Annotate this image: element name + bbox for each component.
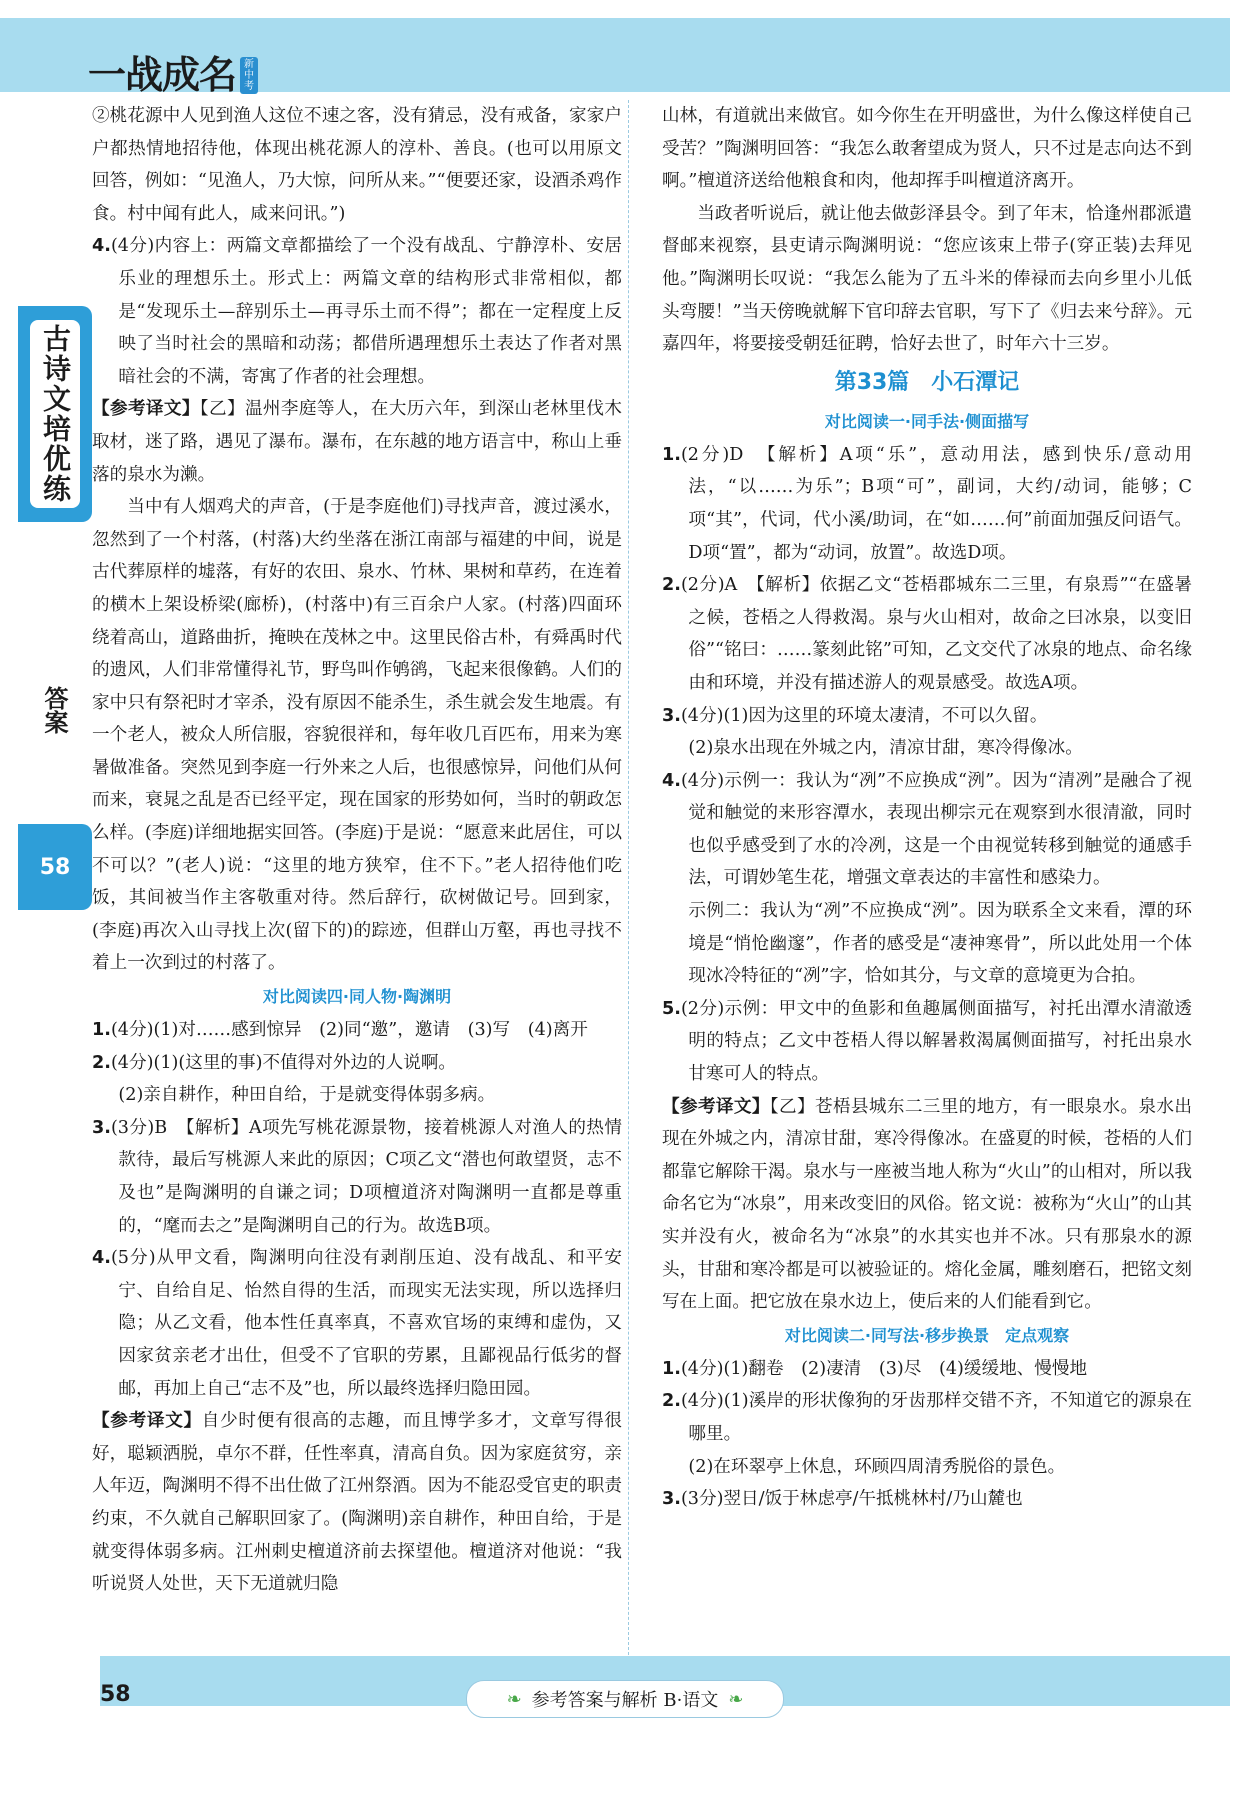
item-text: (4分)(1)翻卷 (2)凄清 (3)尽 (4)缓缓地、慢慢地 bbox=[680, 1358, 1088, 1379]
item-text: (4分)(1)对……感到惊异 (2)同“邀”，邀请 (3)写 (4)离开 bbox=[110, 1020, 588, 1041]
item-text: (3分)B 【解析】A项先写桃花源景物，接着桃源人对渔人的热情款待，最后写桃源人来此的原因；C项乙文“潜也何敢望贤，志不及也”是陶渊明的自谦之词；D项檀道济对陶渊明一直都是尊重的，“麾而去之”是陶渊明自己的行为。故选B项。 bbox=[110, 1117, 622, 1236]
logo-badge: 新中考 bbox=[240, 57, 258, 94]
item-number: 1. bbox=[662, 1358, 681, 1379]
paragraph: ②桃花源中人见到渔人这位不速之客，没有猜忌，没有戒备，家家户户都热情地招待他，体现出桃花源人的淳朴、善良。(也可以用原文回答，例如：“见渔人，乃大惊，问所从来。”“便要还家，设酒杀鸡作食。村中闻有此人，咸来问讯。”) bbox=[92, 106, 622, 224]
section-heading: 对比阅读二·同写法·移步换景 定点观察 bbox=[784, 1325, 1070, 1345]
section-heading: 对比阅读一·同手法·侧面描写 bbox=[824, 411, 1030, 431]
item-number: 2. bbox=[92, 1052, 111, 1073]
answer-item bbox=[92, 1047, 622, 1080]
item-text: (4分)示例一：我认为“冽”不应换成“洌”。因为“清冽”是融合了视觉和触觉的来形容潭水，表现出柳宗元在观察到水很清澈，同时也似乎感受到了水的冷冽，这是一个由视觉转移到触觉的通感手法，可谓妙笔生花，增强文章表达的丰富性和感染力。 bbox=[680, 770, 1192, 889]
section-side-label: 古诗文培优练 bbox=[30, 320, 80, 508]
item-text: (2分)A 【解析】依据乙文“苍梧郡城东二三里，有泉焉”“在盛暑之候，苍梧之人得救渴。泉与火山相对，故命之曰冰泉，以变旧俗”“铭曰：……篆刻此铭”可知，乙文交代了冰泉的地点、命名缘由和环境，并没有描述游人的观景感受。故选A项。 bbox=[680, 575, 1192, 693]
section-side-tab bbox=[18, 306, 92, 522]
item-number: 2. bbox=[662, 1391, 681, 1412]
item-text: (3分)翌日/饭于林虑亭/午抵桃林村/乃山麓也 bbox=[680, 1489, 1023, 1510]
answer-item bbox=[92, 1014, 622, 1047]
translation-paragraph bbox=[92, 393, 622, 491]
indented-paragraph: 当中有人烟鸡犬的声音，(于是李庭他们)寻找声音，渡过溪水，忽然到了一个村落，(村落)大约坐落在浙江南部与福建的中间，说是古代葬原样的墟落，有好的农田、泉水、竹林、果树和草药，在连着的横木上架设桥梁(廊桥)，(村落中)有三百余户人家。(村落)四面环绕着高山，道路曲折，掩映在茂林之中。这里民俗古朴，有舜禹时代的遗风，人们非常懂得礼节，野鸟叫作鸲鹆，飞起来很像鹤。人们的家中只有祭祀时才宰杀，没有原因不能杀生，杀生就会发生地震。有一个老人，被众人所信服，容貌很祥和，每年收几百匹布，用来为寒暑做准备。突然见到李庭一行外来之人后，也很感惊异，问他们从何而来，衰晁之乱是否已经平定，现在国家的形势如何，当时的朝政怎么样。(李庭)详细地据实回答。(李庭)于是说：“愿意来此居住，可以不可以？”(老人)说：“这里的地方狭窄，住不下。”老人招待他们吃饭，其间被当作主客敬重对待。然后辞行，砍树做记号。回到家，(李庭)再次入山寻找上次(留下的)的踪迹，但群山万壑，再也寻找不着上一次到过的村落了。 bbox=[92, 497, 622, 974]
item-text: (4分)(1)溪岸的形状像狗的牙齿那样交错不齐，不知道它的源泉在哪里。 bbox=[680, 1391, 1192, 1444]
item-text: (4分)(1)(这里的事)不值得对外边的人说啊。 bbox=[110, 1052, 457, 1073]
leaf-icon: ❧ bbox=[506, 1688, 522, 1710]
item-text: (2分)示例：甲文中的鱼影和鱼趣属侧面描写，衬托出潭水清澈透明的特点；乙文中苍梧人得以解暑救渴属侧面描写，衬托出泉水甘寒可人的特点。 bbox=[680, 998, 1192, 1085]
column-divider bbox=[628, 100, 629, 1670]
item-number: 3. bbox=[662, 705, 681, 726]
translation-paragraph bbox=[662, 1091, 1192, 1319]
indented-paragraph: 当政者听说后，就让他去做彭泽县令。到了年末，恰逢州郡派遣督邮来视察，县吏请示陶渊明说：“您应该束上带子(穿正装)去拜见他。”陶渊明长叹说：“我怎么能为了五斗米的俸禄而去向乡里小儿低头弯腰！”当天傍晚就解下官印辞去官职，写下了《归去来兮辞》。元嘉四年，将要接受朝廷征聘，恰好去世了，时年六十三岁。 bbox=[662, 203, 1192, 355]
logo-text: 一战成名 bbox=[88, 53, 237, 97]
item-text: (2分)D 【解析】A项“乐”，意动用法，感到快乐/意动用法，“以……为乐”；B项“可”，副词，大约/动词，能够；C项“其”，代词，代小溪/助词，在“如……何”前面加强反问语气。D项“置”，都为“动词，放置”。故选D项。 bbox=[680, 444, 1192, 563]
item-number: 3. bbox=[92, 1117, 111, 1138]
sub-answer: (2)在环翠亭上休息，环顾四周清秀脱俗的景色。 bbox=[688, 1456, 1066, 1477]
item-number: 5. bbox=[662, 998, 681, 1019]
answer-item bbox=[662, 700, 1192, 733]
answer-item bbox=[662, 993, 1192, 1091]
translation-text: 自少时便有很高的志趣，而且博学多才，文章写得很好，聪颖洒脱，卓尔不群，任性率真，清高自负。因为家庭贫穷，亲人年迈，陶渊明不得不出仕做了江州祭酒。因为不能忍受官吏的职责约束，不久就自己解职回家了。(陶渊明)亲自耕作，种田自给，于是就变得体弱多病。江州刺史檀道济前去探望他。檀道济对他说：“我听说贤人处世，天下无道就归隐 bbox=[92, 1411, 622, 1595]
item-number: 1. bbox=[92, 1020, 111, 1041]
item-text: (5分)从甲文看，陶渊明向往没有剥削压迫、没有战乱、和平安宁、自给自足、怡然自得的生活，而现实无法实现，所以选择归隐；从乙文看，他本性任真率真，不喜欢官场的束缚和虚伪，又因家贫亲老才出仕，但受不了官职的劳累，且鄙视品行低劣的督邮，再加上自己“志不及”也，所以最终选择归隐田园。 bbox=[110, 1248, 622, 1399]
answer-item bbox=[662, 439, 1192, 569]
answer-item bbox=[92, 1112, 622, 1242]
item-number: 1. bbox=[662, 444, 681, 465]
translation-tag: 【参考译文】 bbox=[92, 1411, 202, 1432]
answer-item bbox=[662, 569, 1192, 699]
footer-title: 参考答案与解析 B·语文 bbox=[531, 1690, 719, 1711]
answer-label: 答案 bbox=[40, 686, 68, 734]
answer-item bbox=[92, 230, 622, 393]
translation-tag: 【参考译文】 bbox=[662, 1096, 770, 1117]
paragraph: 山林，有道就出来做官。如今你生在开明盛世，为什么像这样使自己受苦？”陶渊明回答：“我怎么敢奢望成为贤人，只不过是志向达不到啊。”檀道济送给他粮食和肉，他却挥手叫檀道济离开。 bbox=[662, 106, 1192, 192]
translation-text: 【乙】苍梧县城东二三里的地方，有一眼泉水。泉水出现在外城之内，清凉甘甜，寒冷得像冰。在盛夏的时候，苍梧的人们都靠它解除干渴。泉水与一座被当地人称为“火山”的山相对，所以我命名它为“冰泉”，用来改变旧的风俗。铭文说：被称为“火山”的山其实并没有火，被命名为“冰泉”的水其实也并不冰。只有那泉水的源头，甘甜和寒冷都是可以被验证的。熔化金属，雕刻磨石，把铭文刻写在上面。把它放在泉水边上，使后来的人们能看到它。 bbox=[662, 1096, 1192, 1313]
sub-answer: (2)泉水出现在外城之内，清凉甘甜，寒冷得像冰。 bbox=[688, 738, 1083, 759]
answer-item bbox=[662, 1353, 1192, 1386]
section-heading: 对比阅读四·同人物·陶渊明 bbox=[262, 987, 452, 1007]
item-number: 4. bbox=[92, 236, 111, 257]
sub-answer: 示例二：我认为“冽”不应换成“洌”。因为联系全文来看，潭的环境是“悄怆幽邃”，作者的感受是“凄神寒骨”，所以此处用一个体现冰冷特征的“冽”字，恰如其分，与文章的意境更为合拍。 bbox=[688, 901, 1192, 987]
translation-paragraph bbox=[92, 1405, 622, 1601]
answer-item bbox=[92, 1242, 622, 1405]
item-number: 4. bbox=[92, 1248, 111, 1269]
article-heading: 第33篇 小石潭记 bbox=[834, 369, 1020, 395]
left-column bbox=[92, 100, 622, 1601]
right-column bbox=[662, 100, 1192, 1516]
logo bbox=[88, 40, 258, 97]
item-number: 4. bbox=[662, 770, 681, 791]
item-text: (4分)内容上：两篇文章都描绘了一个没有战乱、宁静淳朴、安居乐业的理想乐土。形式上：两篇文章的结构形式非常相似，都是“发现乐土—辞别乐土—再寻乐土而不得”；都在一定程度上反映了当时社会的黑暗和动荡；都借所遇理想乐土表达了作者对黑暗社会的不满，寄寓了作者的社会理想。 bbox=[110, 236, 622, 387]
item-text: (4分)(1)因为这里的环境太凄清，不可以久留。 bbox=[680, 705, 1048, 726]
item-number: 3. bbox=[662, 1489, 681, 1510]
answer-item bbox=[662, 765, 1192, 895]
footer-page-number: 58 bbox=[100, 1682, 131, 1707]
item-number: 2. bbox=[662, 575, 681, 596]
answer-item bbox=[662, 1483, 1192, 1516]
answer-item bbox=[662, 1385, 1192, 1450]
translation-text: 【乙】温州李庭等人，在大历六年，到深山老林里伐木取材，迷了路，遇见了瀑布。瀑布，在东越的地方语言中，称山上垂落的泉水为濑。 bbox=[92, 399, 622, 485]
footer-title-pill bbox=[466, 1680, 784, 1718]
sub-answer: (2)亲自耕作，种田自给，于是就变得体弱多病。 bbox=[118, 1085, 496, 1106]
leaf-icon: ❧ bbox=[728, 1688, 744, 1710]
page-side-tab: 58 bbox=[18, 824, 92, 910]
translation-tag: 【参考译文】 bbox=[92, 399, 200, 420]
